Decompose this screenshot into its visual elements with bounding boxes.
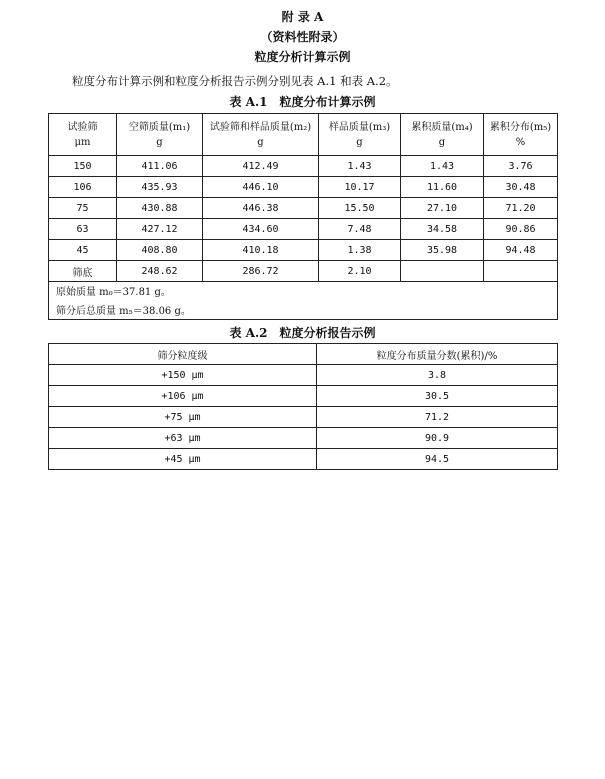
table1-note-row	[49, 299, 558, 320]
table-cell: 30.5	[317, 386, 558, 407]
table-cell: 412.49	[203, 156, 319, 177]
table-cell: 71.20	[484, 198, 558, 219]
table1-header-unit: μm	[74, 136, 91, 148]
table-cell: 45	[49, 240, 117, 261]
table1-header-name: 累积分布(m₅)	[489, 121, 552, 133]
table1-caption: 表 A.1 粒度分布计算示例	[229, 95, 376, 109]
table-row	[49, 407, 558, 428]
table1-header-name: 试验筛	[67, 121, 98, 133]
table-cell: 150	[49, 156, 117, 177]
table-row	[49, 156, 558, 177]
table-cell: 94.48	[484, 240, 558, 261]
table1-header-name: 累积质量(m₄)	[411, 121, 473, 133]
table-a1	[48, 113, 558, 320]
table-cell: +63 μm	[49, 428, 317, 449]
table-cell	[484, 261, 558, 282]
table-cell: +150 μm	[49, 365, 317, 386]
table-cell: 408.80	[117, 240, 203, 261]
table-cell: 1.38	[319, 240, 401, 261]
table-cell: 1.43	[401, 156, 484, 177]
table1-header-name: 空筛质量(m₁)	[128, 121, 191, 133]
table-cell: 90.9	[317, 428, 558, 449]
table-cell: 11.60	[401, 177, 484, 198]
table-row	[49, 386, 558, 407]
table-cell: 3.8	[317, 365, 558, 386]
table1-header-cell	[484, 114, 558, 156]
table1-header-cell	[49, 114, 117, 156]
table1-note: 筛分后总质量 m₅＝38.06 g。	[49, 299, 558, 320]
table-cell: 2.10	[319, 261, 401, 282]
table2-header-cell: 筛分粒度级	[49, 344, 317, 365]
table1-header-cell	[319, 114, 401, 156]
intro-paragraph: 粒度分布计算示例和粒度分析报告示例分别见表 A.1 和表 A.2。	[72, 74, 398, 88]
appendix-heading: 粒度分析计算示例	[254, 50, 351, 64]
table-cell: 15.50	[319, 198, 401, 219]
table-cell: +106 μm	[49, 386, 317, 407]
table1-header-cell	[203, 114, 319, 156]
table-cell: 411.06	[117, 156, 203, 177]
table-row	[49, 365, 558, 386]
table1-header-name: 试验筛和样品质量(m₂)	[209, 121, 312, 133]
table-cell: 63	[49, 219, 117, 240]
table1-header-unit: g	[156, 136, 163, 148]
table1-note: 原始质量 m₀＝37.81 g。	[49, 282, 558, 300]
table2-caption: 表 A.2 粒度分析报告示例	[229, 326, 376, 340]
table-row	[49, 240, 558, 261]
table-row	[49, 428, 558, 449]
table-cell: 434.60	[203, 219, 319, 240]
table1-note-row	[49, 282, 558, 300]
table-cell: 410.18	[203, 240, 319, 261]
table-cell: 446.38	[203, 198, 319, 219]
table1-header-name: 样品质量(m₃)	[328, 121, 391, 133]
table1-header-unit: g	[438, 136, 446, 148]
table-cell: 106	[49, 177, 117, 198]
table-row	[49, 198, 558, 219]
appendix-subtitle: （资料性附录）	[260, 30, 345, 44]
table-cell: +45 μm	[49, 449, 317, 470]
table-cell: 248.62	[117, 261, 203, 282]
table1-header-unit: g	[356, 136, 363, 148]
table-cell: 75	[49, 198, 117, 219]
table-cell: 286.72	[203, 261, 319, 282]
table1-header-unit: %	[515, 136, 526, 148]
table-cell: 7.48	[319, 219, 401, 240]
table-cell: 430.88	[117, 198, 203, 219]
table-row	[49, 449, 558, 470]
table-cell: 94.5	[317, 449, 558, 470]
table-cell: 34.58	[401, 219, 484, 240]
table-cell: 435.93	[117, 177, 203, 198]
table-cell: 3.76	[484, 156, 558, 177]
table-row	[49, 219, 558, 240]
table-row	[49, 177, 558, 198]
table2-header-cell: 粒度分布质量分数(累积)/%	[317, 344, 558, 365]
table-cell: 446.10	[203, 177, 319, 198]
table-cell: 1.43	[319, 156, 401, 177]
table2-header-row	[49, 344, 558, 365]
table1-header-cell	[117, 114, 203, 156]
table-cell: 筛底	[49, 261, 117, 282]
table1-header-unit: g	[257, 136, 264, 148]
table1-header-cell	[401, 114, 484, 156]
table-cell: 71.2	[317, 407, 558, 428]
table-cell: 27.10	[401, 198, 484, 219]
table-a2	[48, 343, 558, 470]
table-cell: 427.12	[117, 219, 203, 240]
table-cell: 30.48	[484, 177, 558, 198]
table-cell: +75 μm	[49, 407, 317, 428]
table-cell: 90.86	[484, 219, 558, 240]
table-cell: 10.17	[319, 177, 401, 198]
table-cell: 35.98	[401, 240, 484, 261]
table1-header-row	[49, 114, 558, 156]
table-row	[49, 261, 558, 282]
table-cell	[401, 261, 484, 282]
appendix-title: 附 录 A	[281, 10, 324, 24]
